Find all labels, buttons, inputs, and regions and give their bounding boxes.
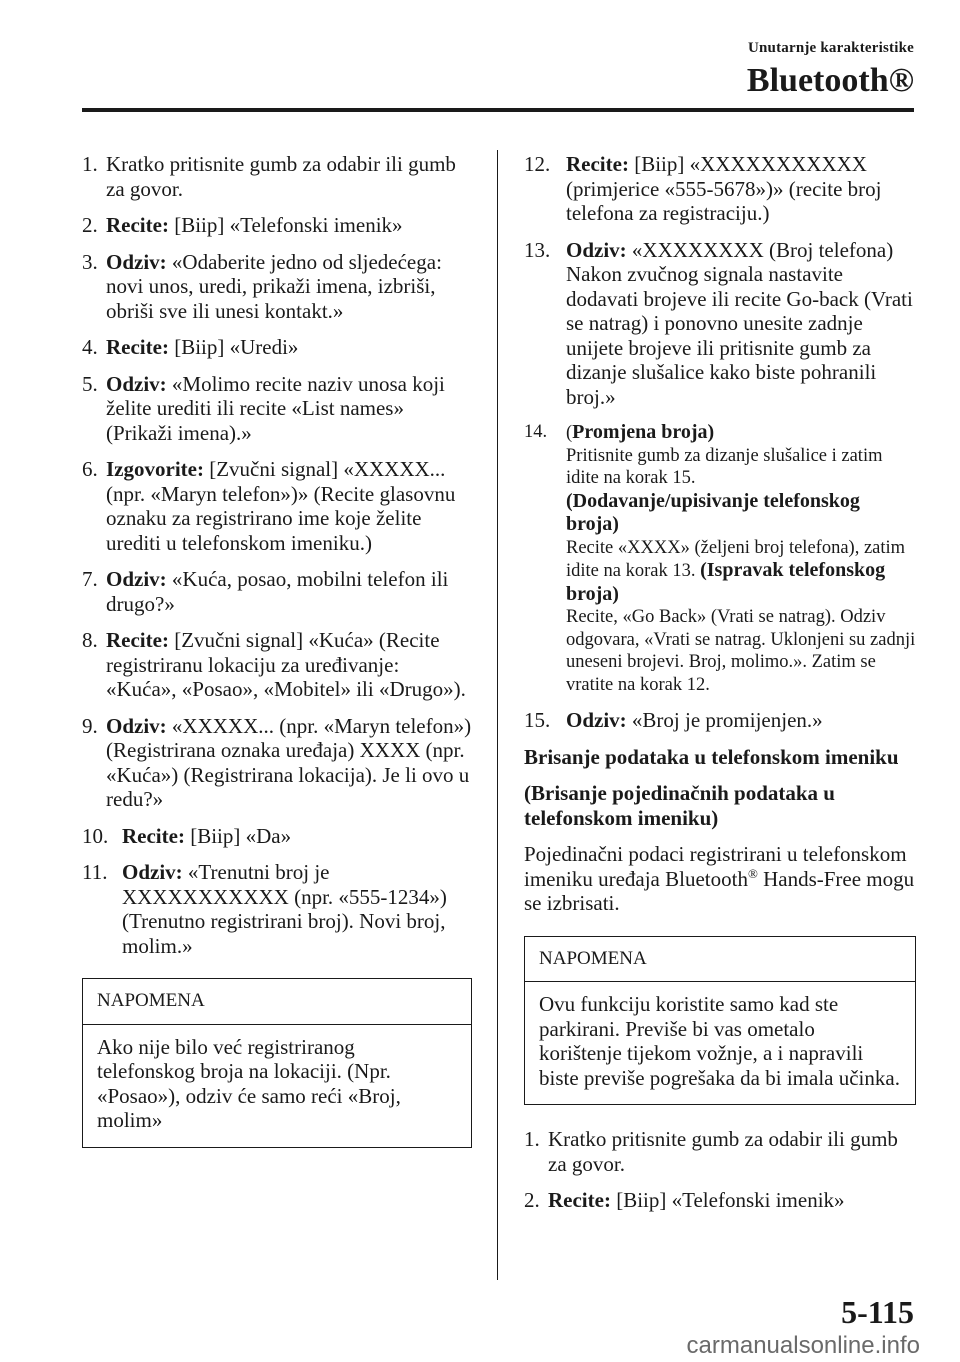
note-title: NAPOMENA (83, 979, 471, 1025)
intro-paragraph: Pojedinačni podaci registrirani u telefonskom imeniku uređaja Bluetooth® Hands-Free mogu se izbrisati. (524, 842, 915, 915)
step-3: 3. Odziv: «Odaberite jedno od sljedećega: novi unos, uredi, prikaži imena, izbriši, obriši sve ili unesi kontakt.» (82, 249, 442, 323)
step-15: 15. Odziv: «Broj je promijenjen.» (524, 708, 823, 732)
step-14: 14. (Promjena broja) Pritisnite gumb za dizanje slušalice i zatim idite na korak 15. (Dodavanje/upisivanje telefonskog broja) Recite «XXXX» (željeni broj telefona), zatim idite na korak 13. (Ispravak telefonskog broja) Recite, «Go Back» (Vrati se natrag). Odziv odgovara, «Vrati se natrag. Uklonjeni su zadnji uneseni brojevi. Broj, molimo.». Zatim se vratite na korak 12. (524, 421, 916, 695)
step-2: 2. Recite: [Biip] «Telefonski imenik» (82, 213, 403, 237)
note-box (82, 978, 472, 1148)
section-heading: Brisanje podataka u telefonskom imeniku (524, 744, 899, 769)
step-9: 9. Odziv: «XXXXX... (npr. «Maryn telefon») (Registrirana oznaka uređaja) XXXX (npr. «Kuća») (Registrirana lokacija). Je li ovo u redu?» (82, 713, 472, 811)
step-2: 2. Recite: [Biip] «Telefonski imenik» (524, 1188, 845, 1212)
subsection-heading: (Brisanje pojedinačnih podataka u telefonskom imeniku) (524, 781, 835, 830)
step-11: 11. Odziv: «Trenutni broj je XXXXXXXXXXX (npr. «555-1234») (Trenutno registrirani broj). Novi broj, molim.» (82, 860, 447, 958)
left-column (82, 152, 472, 1170)
note-body: Ako nije bilo već registriranog telefonskog broja na lokaciji. (Npr. «Posao»), odziv će samo reći «Broj, molim» (97, 1034, 401, 1132)
page-number: 5-115 (841, 1294, 914, 1330)
page-title: Bluetooth® (746, 62, 914, 99)
watermark: carmanualsonline.info (686, 1332, 920, 1359)
step-1: 1. Kratko pritisnite gumb za odabir ili gumb za govor. (524, 1127, 898, 1176)
right-column (524, 152, 916, 1225)
note-body: Ovu funkciju koristite samo kad ste parkirani. Previše bi vas ometalo korištenje tijekom vožnje, a i napravili biste previše pogrešaka da bi imala učinka. (539, 992, 900, 1090)
step-1: 1. Kratko pritisnite gumb za odabir ili gumb za govor. (82, 152, 456, 201)
section-title: Unutarnje karakteristike (747, 40, 914, 56)
step-12: 12. Recite: [Biip] «XXXXXXXXXXX (primjerice «555-5678»)» (recite broj telefona za registraciju.) (524, 152, 882, 225)
step-4: 4. Recite: [Biip] «Uredi» (82, 335, 299, 359)
header-rule (82, 108, 914, 112)
step-8: 8. Recite: [Zvučni signal] «Kuća» (Recite registriranu lokaciju za uređivanje: «Kuća», «Posao», «Mobitel» ili «Drugo»). (82, 628, 466, 701)
note-box (524, 936, 916, 1106)
step-5: 5. Odziv: «Molimo recite naziv unosa koji želite urediti ili recite «List names» (Prikaži imena).» (82, 371, 445, 445)
note-title: NAPOMENA (525, 937, 915, 983)
step-10: 10. Recite: [Biip] «Da» (82, 823, 292, 848)
column-divider (497, 150, 498, 1280)
step-6: 6. Izgovorite: [Zvučni signal] «XXXXX... (npr. «Maryn telefon»)» (Recite glasovnu oznaku za registrirano ime koje želite urediti u telefonskom imeniku.) (82, 457, 456, 555)
step-13: 13. Odziv: «XXXXXXXX (Broj telefona) Nakon zvučnog signala nastavite dodavati brojeve ili recite Go-back (Vrati se natrag) i ponovno unesite zadnje unijete brojeve ili pritisnite gumb za dizanje slušalice kako biste pohranili broj.» (524, 237, 913, 409)
step-7: 7. Odziv: «Kuća, posao, mobilni telefon ili drugo?» (82, 567, 449, 616)
